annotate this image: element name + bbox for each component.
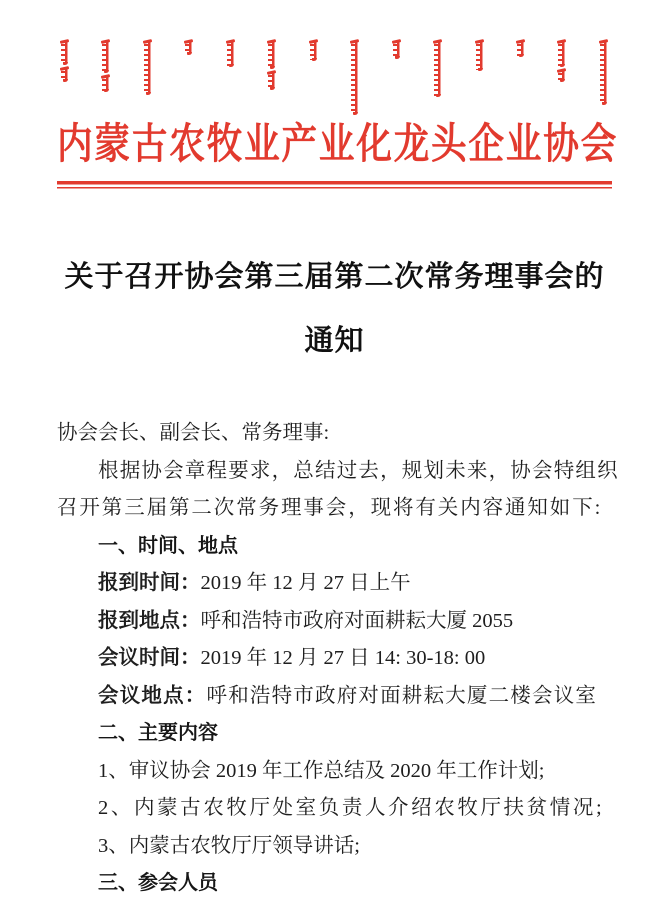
- agenda-item-2: 2、内蒙古农牧厅处室负责人介绍农牧厅扶贫情况;: [98, 797, 605, 819]
- checkin-time-row: [57, 565, 612, 603]
- org-name: 内蒙古农牧业产业化龙头企业协会: [57, 122, 619, 168]
- mongolian-word: [476, 42, 484, 70]
- checkin-place-row: [57, 603, 612, 641]
- intro-line-2: 召开第三届第二次常务理事会，现将有关内容通知如下:: [57, 497, 603, 519]
- mongolian-word-segment: [558, 71, 566, 81]
- document-title: [57, 245, 612, 373]
- meeting-time-value: 2019 年 12 月 27 日 14: 30-18: 00: [200, 647, 486, 669]
- mongolian-word-segment: [558, 42, 566, 66]
- mongolian-word-segment: [102, 77, 110, 91]
- section-2-heading: 二、主要内容: [98, 722, 218, 744]
- mongolian-word: [144, 42, 152, 94]
- mongolian-word-segment: [600, 42, 608, 104]
- meeting-place-row: [57, 678, 612, 716]
- mongolian-word-segment: [227, 42, 235, 66]
- meeting-place-label: 会议地点：: [98, 684, 207, 707]
- mongolian-word: [310, 42, 318, 60]
- section-3-heading: 三、参会人员: [98, 872, 218, 894]
- intro-line-1: 根据协会章程要求，总结过去，规划未来，协会特组织: [98, 459, 619, 482]
- mongolian-word: [227, 42, 235, 66]
- mongolian-word-segment: [61, 42, 69, 64]
- mongolian-script: [57, 42, 612, 118]
- mongolian-word-segment: [310, 42, 318, 60]
- notice-body: [57, 415, 619, 903]
- mongolian-word: [434, 42, 442, 96]
- meeting-place-value: 呼和浩特市政府对面耕耘大厦二楼会议室: [206, 684, 598, 707]
- mongolian-word: [558, 42, 566, 81]
- salutation: 协会会长、副会长、常务理事:: [57, 422, 330, 444]
- checkin-time-value: 2019 年 12 月 27 日上午: [200, 572, 411, 594]
- mongolian-word-segment: [268, 73, 276, 89]
- letterhead-divider: [57, 181, 612, 189]
- mongolian-word: [61, 42, 69, 81]
- checkin-place-value: 呼和浩特市政府对面耕耘大厦 2055: [200, 609, 514, 632]
- meeting-time-label: 会议时间：: [98, 647, 201, 669]
- document-title-line2: 通知: [304, 325, 365, 357]
- mongolian-word-segment: [144, 42, 152, 94]
- mongolian-word-segment: [268, 42, 276, 68]
- checkin-place-label: 报到地点：: [98, 609, 201, 632]
- section-1-heading: 一、时间、地点: [98, 534, 238, 557]
- agenda-item-3: 3、内蒙古农牧厅厅领导讲话;: [98, 834, 360, 857]
- mongolian-word: [393, 42, 401, 58]
- mongolian-word: [600, 42, 608, 104]
- mongolian-word: [351, 42, 359, 114]
- checkin-time-label: 报到时间：: [98, 572, 201, 594]
- mongolian-word: [102, 42, 110, 91]
- mongolian-word-segment: [393, 42, 401, 58]
- mongolian-word: [185, 42, 193, 54]
- mongolian-word-segment: [102, 42, 110, 72]
- mongolian-word-segment: [351, 42, 359, 114]
- mongolian-word-segment: [476, 42, 484, 70]
- mongolian-word: [517, 42, 525, 56]
- mongolian-word-segment: [185, 42, 193, 54]
- letterhead: [57, 0, 619, 189]
- document-title-line1: 关于召开协会第三届第二次常务理事会的: [64, 261, 605, 293]
- mongolian-word-segment: [517, 42, 525, 56]
- meeting-time-row: [57, 640, 612, 678]
- mongolian-word-segment: [434, 42, 442, 96]
- mongolian-word: [268, 42, 276, 89]
- mongolian-word-segment: [61, 69, 69, 81]
- agenda-item-1: 1、审议协会 2019 年工作总结及 2020 年工作计划;: [98, 759, 545, 782]
